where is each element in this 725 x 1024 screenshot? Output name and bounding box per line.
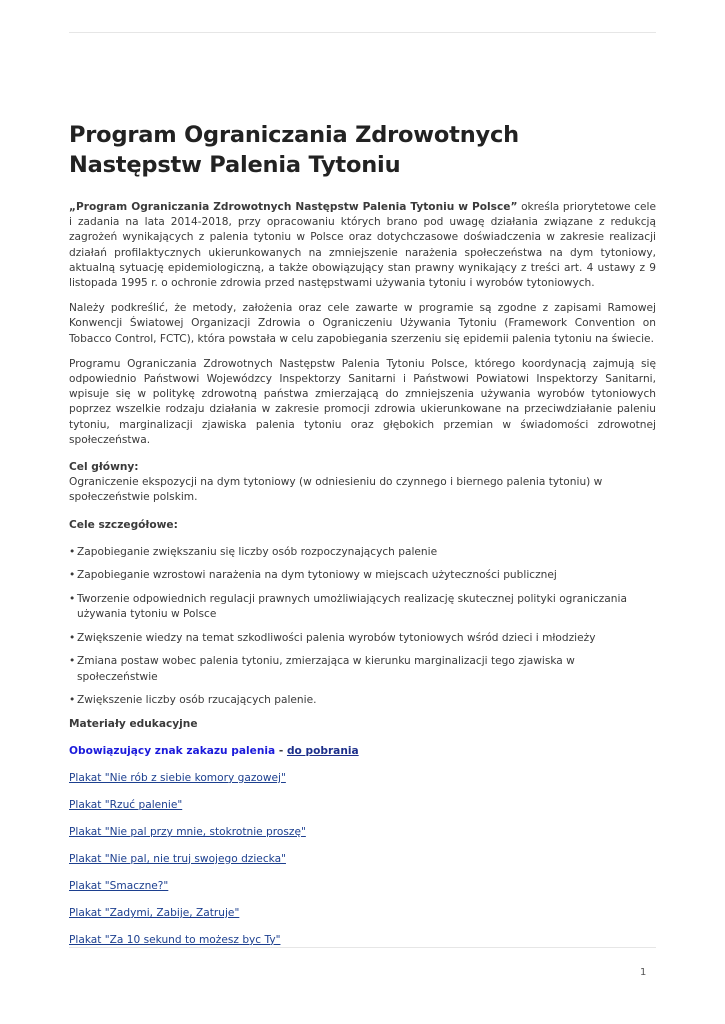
bullet-icon: • [69, 631, 76, 644]
bullet-icon: • [69, 593, 76, 606]
fctc-paragraph: Należy podkreślić, że metody, założenia oraz cele zawarte w programie są zgodne z zapisami Ramowej Konwencji Światowej Organizacji Zdrowia o Ograniczeniu Używania Tytoniu (Framework Convention on Tobacco Control, FCTC), która powstała w celu zapobiegania szerzeniu się epidemii palenia tytoniu na świecie. [69, 302, 656, 345]
bullet-icon: • [69, 655, 76, 668]
main-goal-text: Ograniczenie ekspozycji na dym tytoniowy (w odniesieniu do czynnego i biernego palenia tytoniu) w społeczeństwie polskim. [69, 476, 603, 504]
list-item: • Zapobieganie zwiększaniu się liczby osób rozpoczynających palenie [69, 545, 656, 560]
coordination-paragraph: Programu Ograniczania Zdrowotnych Następstw Palenia Tytoniu Polsce, którego koordynacją zajmują się odpowiednio Państwowi Wojewódzcy Inspektorzy Sanitarni i Państwowi Powiatowi Inspektorzy Sanitarni, wpisuje się w politykę zdrowotną państwa zmierzającą do zmniejszenia używania wyrobów tytoniowych poprzez wszelkie rodzaju działania w zakresie promocji zdrowia ukierunkowane na przeciwdziałanie paleniu tytoniu, marginalizacji zjawiska palenia tytoniu oraz głębokich przemian w świadomości zdrowotnej społeczeństwa. [69, 357, 656, 446]
poster-link-10-seconds[interactable]: Plakat "Za 10 sekund to możesz byc Ty" [69, 933, 281, 946]
poster-link-gas-chamber[interactable]: Plakat "Nie rób z siebie komory gazowej" [69, 771, 286, 784]
list-item: • Zwiększenie liczby osób rzucających palenie. [69, 693, 656, 708]
separator: - [275, 744, 287, 757]
download-link[interactable]: do pobrania [286, 744, 359, 757]
intro-text: określa priorytetowe cele i zadania na lata 2014-2018, przy opracowaniu których brano pod uwagę działania związane z redukcją zagrożeń wynikających z palenia tytoniu w Polsce oraz dotychczasowe doświadczenia w zakresie realizacji działań profilaktycznych ukierunkowanych na zmniejszenie narażenia społeczeństwa na dym tytoniowy, aktualną sytuację epidemiologiczną, a także obowiązujący stan prawny wynikający z treści art. 4 ustawy z 9 listopada 1995 r. o ochronie zdrowia przed następstwami używania tytoniu i wyrobów tytoniowych. [69, 201, 656, 290]
specific-goals-heading: Cele szczegółowe: [69, 518, 178, 531]
list-item: • Zapobieganie wzrostowi narażenia na dym tytoniowy w miejscach użyteczności publicznej [69, 568, 656, 583]
intro-bold-title: „Program Ograniczania Zdrowotnych Następstw Palenia Tytoniu w Polsce” [69, 201, 518, 213]
specific-goals-list [69, 545, 656, 709]
poster-link-smoke-kill-poison[interactable]: Plakat "Zadymi, Zabije, Zatruje" [69, 906, 240, 919]
materials-heading: Materiały edukacyjne [69, 717, 198, 730]
intro-paragraph [69, 200, 656, 291]
document-body [69, 120, 656, 948]
list-item: • Tworzenie odpowiednich regulacji prawnych umożliwiających realizację skutecznej polityki ograniczania używania tytoniu w Polsce [69, 593, 627, 621]
poster-link-dont-poison-child[interactable]: Plakat "Nie pal, nie truj swojego dziecka" [69, 852, 286, 865]
header-rule [69, 32, 656, 33]
list-item: • Zwiększenie wiedzy na temat szkodliwości palenia wyrobów tytoniowych wśród dzieci i młodzieży [69, 631, 656, 646]
page-number: 1 [640, 967, 647, 978]
list-item: • Zmiana postaw wobec palenia tytoniu, zmierzająca w kierunku marginalizacji tego zjawiska w społeczeństwie [69, 655, 575, 683]
page-title: Program Ograniczania Zdrowotnych Następstw Palenia Tytoniu [69, 122, 519, 178]
bullet-icon: • [69, 569, 76, 582]
bullet-icon: • [69, 694, 76, 707]
poster-link-quit-smoking[interactable]: Plakat "Rzuć palenie" [69, 798, 183, 811]
bullet-icon: • [69, 545, 76, 558]
main-goal-heading: Cel główny: [69, 461, 139, 474]
poster-link-tasty[interactable]: Plakat "Smaczne?" [69, 879, 169, 892]
no-smoking-sign-row [69, 744, 656, 759]
poster-link-dont-smoke-near-me[interactable]: Plakat "Nie pal przy mnie, stokrotnie proszę" [69, 825, 306, 838]
materials-links [69, 744, 656, 948]
no-smoking-sign-label: Obowiązujący znak zakazu palenia [69, 744, 276, 757]
footer-rule [69, 947, 656, 948]
